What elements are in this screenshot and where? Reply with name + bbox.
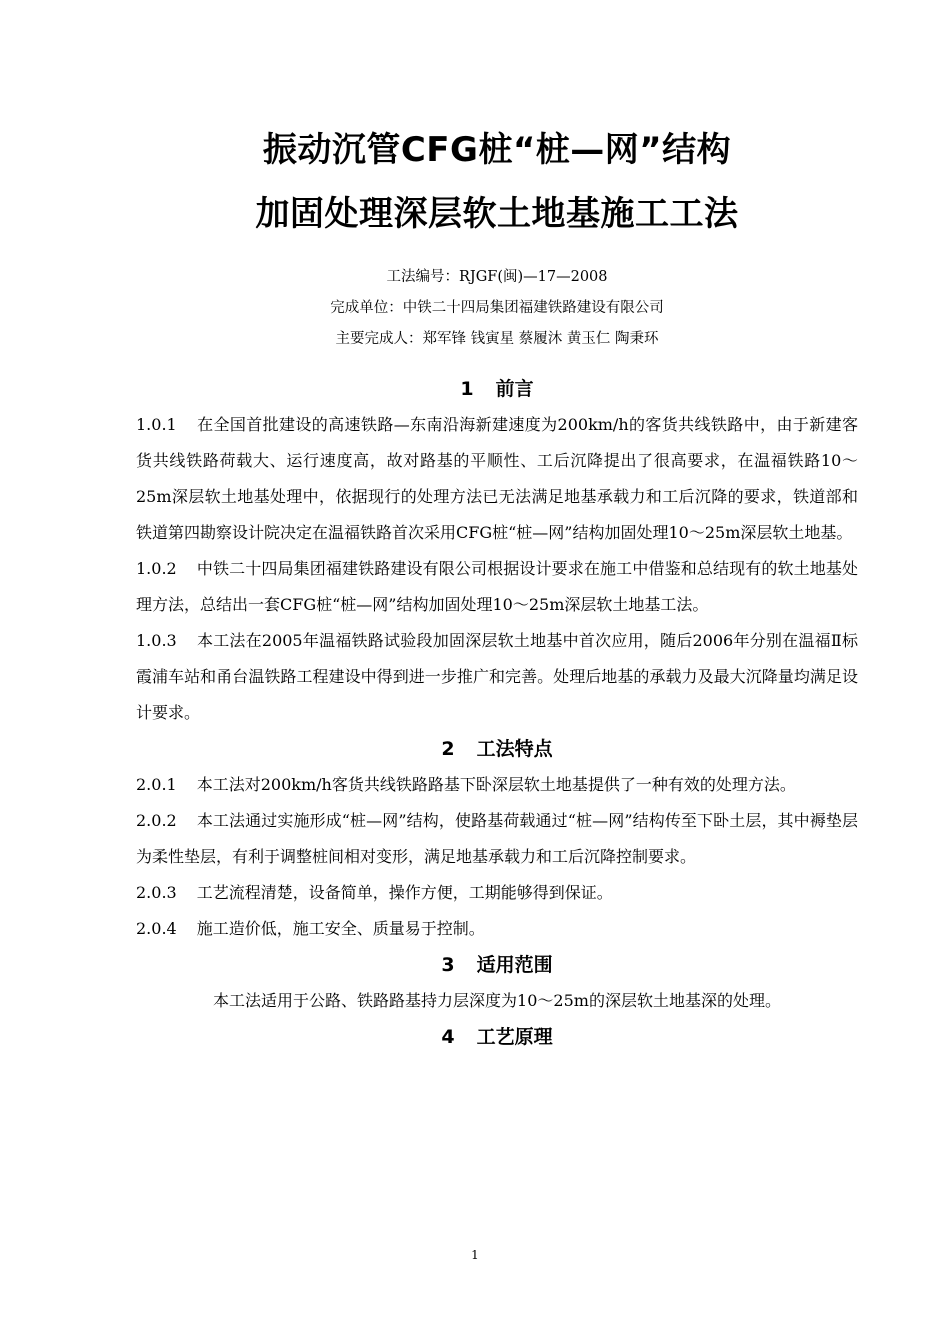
section-heading-3 [136, 947, 858, 983]
paragraph-2-0-4 [136, 911, 858, 947]
clause-text: 本工法对200km/h客货共线铁路路基下卧深层软土地基提供了一种有效的处理方法。 [196, 775, 796, 794]
section-title: 工艺原理 [476, 1026, 553, 1048]
method-code: 工法编号：RJGF(闽)—17—2008 [386, 269, 608, 285]
paragraph-2-0-3 [136, 875, 858, 911]
section-title: 前言 [495, 378, 534, 400]
clause-number: 1.0.1 [136, 415, 177, 434]
clause-number: 2.0.1 [136, 775, 177, 794]
clause-number: 1.0.3 [136, 631, 177, 650]
clause-text: 施工造价低，施工安全、质量易于控制。 [196, 919, 485, 938]
paragraph-scope: 本工法适用于公路、铁路路基持力层深度为10～25m的深层软土地基深的处理。 [213, 991, 781, 1010]
paragraph-2-0-2 [136, 803, 858, 875]
clause-text: 在全国首批建设的高速铁路—东南沿海新建速度为200km/h的客货共线铁路中，由于新建客货共线铁路荷载大、运行速度高，故对路基的平顺性、工后沉降提出了很高要求，在温福铁路10～25m深层软土地基处理中，依据现行的处理方法已无法满足地基承载力和工后沉降的要求，铁道部和铁道第四勘察设计院决定在温福铁路首次采用CFG桩“桩—网”结构加固处理10～25m深层软土地基。 [136, 415, 858, 542]
completing-unit: 完成单位：中铁二十四局集团福建铁路建设有限公司 [330, 300, 664, 316]
paragraph-1-0-3 [136, 623, 858, 731]
paragraph-1-0-1 [136, 407, 858, 551]
clause-text: 本工法通过实施形成“桩—网”结构，使路基荷载通过“桩—网”结构传至下卧土层，其中褥垫层为柔性垫层，有利于调整桩间相对变形，满足地基承载力和工后沉降控制要求。 [136, 811, 858, 866]
document-meta [136, 262, 858, 355]
section-number: 1 [460, 378, 474, 400]
section-heading-2 [136, 731, 858, 767]
paragraph-2-0-1 [136, 767, 858, 803]
section-heading-1 [136, 371, 858, 407]
clause-number: 2.0.4 [136, 919, 177, 938]
clause-text: 工艺流程清楚，设备简单，操作方便，工期能够得到保证。 [196, 883, 613, 902]
clause-text: 中铁二十四局集团福建铁路建设有限公司根据设计要求在施工中借鉴和总结现有的软土地基处理方法，总结出一套CFG桩“桩—网”结构加固处理10～25m深层软土地基工法。 [136, 559, 858, 614]
page-number: 1 [471, 1248, 479, 1262]
clause-number: 1.0.2 [136, 559, 177, 578]
clause-number: 2.0.2 [136, 811, 177, 830]
document-title-line-1: 振动沉管CFG桩“桩—网”结构 [262, 130, 732, 170]
document-title-line-2: 加固处理深层软土地基施工工法 [255, 194, 739, 234]
section-number: 2 [441, 738, 455, 760]
section-number: 3 [441, 954, 455, 976]
section-title: 适用范围 [476, 954, 553, 976]
clause-text: 本工法在2005年温福铁路试验段加固深层软土地基中首次应用，随后2006年分别在温福Ⅱ标霞浦车站和甬台温铁路工程建设中得到进一步推广和完善。处理后地基的承载力及最大沉降量均满足设计要求。 [136, 631, 858, 722]
main-authors: 主要完成人：郑军锋 钱寅星 蔡履沐 黄玉仁 陶秉环 [335, 331, 659, 347]
clause-number: 2.0.3 [136, 883, 177, 902]
section-title: 工法特点 [476, 738, 553, 760]
section-heading-4 [136, 1019, 858, 1055]
paragraph-1-0-2 [136, 551, 858, 623]
section-number: 4 [441, 1026, 455, 1048]
